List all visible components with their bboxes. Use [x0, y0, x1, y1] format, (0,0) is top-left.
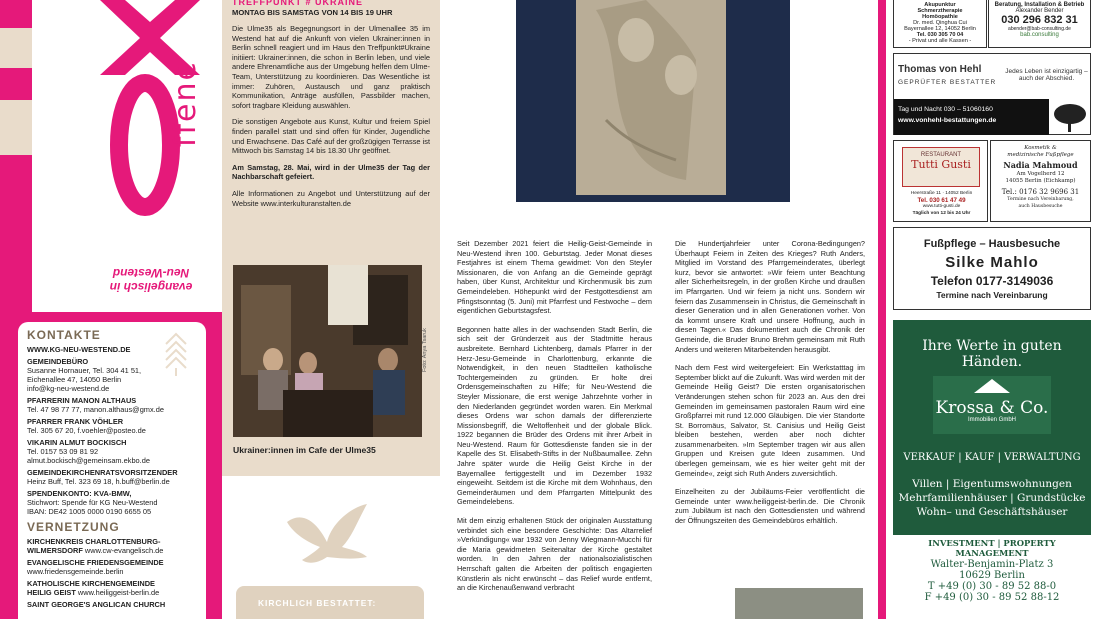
contact-entry-head: PFARRER FRANK VÖHLER — [27, 417, 124, 426]
article-paragraph: Begonnen hatte alles in der wachsenden Stadt Berlin, die sich seit der Gründerzeit aus der Stadtmitte heraus ausbreitete. Bernhard Lichtenberg, damals Pfarrer in der Herz-Jesu-Gemeinde in Charlottenburg, erkannte die Notwendigkeit, in den neuen Stadtteilen katholische Tochtergemeinden zu gründen. Er holte drei Ordensgemeinschaften zu Hilfe; für Neu-Westend die Steyler Missionare, die erst wenige Jahrzehnte vorher in den Niederlanden gegründet worden waren. Ein Merkmal dieses Ordens war schon damals der differenzierte Missionsbegriff, die Weltoffenheit und der globale Blick. 1922 begannen die Brüder des Ordens mit ihrer Arbeit in Neu-Westend. Raum für Gottesdienste fanden sie in der Kapelle des St. Elisabeth-Stifts in der Nußbaumallee. Zehn Jahre später wurde die Heilig Geist Kirche in der Bayernallee fertiggestellt und im Dezember 1932 eingeweiht. Seitdem ist die Kirche mit dem Wohnhaus, den Gemeinderäumen und dem Pfarrgarten Mittelpunkt des Gemeindelebens. — [457, 324, 652, 507]
article-paragraph: Nach dem Fest wird weitergefeiert: Ein Werkstatttag im September blickt auf die Zukunft. Was wird werden mit der Gemeinde Heilig Geist? Die ersten organisatorischen Veränderungen stehen schon für 2023 an. Aus den drei Gemeinden im gemeinsamen pastoralen Raum wird eine Großpfarrei mit rund 12.000 Gläubigen. Die vier Standorte St. Borromäus, Salvator, St. Canisius und Heilig Geist bleiben bestehen, werden aber noch dichter zusammenarbeiten. »Im September tragen wir aus allen Gruppen und Kreisen gute Ideen zusammen. Und überlegen gemeinsam, wie es hier weiter geht mit der Gemeinde«, zeigt sich Ruth Anders zuversichtlich. — [675, 363, 865, 478]
house-icon — [972, 378, 1012, 394]
contact-entry-head: SPENDENKONTO: KVA-BMW, — [27, 489, 132, 498]
ad-hehl-bestattungen: Thomas von Hehl GEPRÜFTER BESTATTER Jedes Leben ist einzigartig – auch der Abschied. Tag und Nacht 030 – 51060160 www.vonhehl-bestattungen.de — [893, 53, 1091, 135]
logo-word: ffene — [168, 60, 203, 148]
network-entry-url[interactable]: www.friedensgemeinde.berlin — [27, 567, 124, 576]
network-entry[interactable] — [27, 537, 197, 555]
contact-entry-head: WWW.KG-NEU-WESTEND.DE — [27, 345, 131, 354]
contact-entry — [27, 489, 197, 516]
cafe-photo — [233, 265, 422, 437]
network-entry-head: EVANGELISCHE FRIEDENSGEMEINDE — [27, 558, 164, 567]
contact-entry-line: Eichenallee 47, 14050 Berlin — [27, 375, 122, 384]
contact-entry-line: Heinz Buff, Tel. 323 69 18, h.buff@berlin.de — [27, 477, 170, 486]
treffpunkt-paragraph: Alle Informationen zu Angebot und Unterstützung auf der Website www.interkulturanstalten.de — [232, 188, 430, 208]
logo-subtitle: evangelisch in Neu-Westend — [109, 266, 193, 294]
article-paragraph: Mit dem einzig erhaltenen Stück der originalen Ausstattung verbindet sich eine besondere Geschichte: Das Altarrelief »Verkündigung« war 1932 von Jenny Wiegmann-Mucchi für die Maria gewidmeten Seitenaltar der Kirche gestaltet worden. In den Jahren der nationalsozialistischen Herrschaft galten die Arbeiten der politisch engagierten Künstlerin als nicht erwünscht – das Relief wurde entfernt, an die Kirchenaußenwand verbracht — [457, 516, 652, 593]
network-entry-head: KATHOLISCHE KIRCHENGEMEINDE — [27, 579, 155, 588]
network-entry[interactable] — [27, 579, 197, 597]
contact-entry-line: Tel. 47 98 77 77, manon.althaus@gmx.de — [27, 405, 164, 414]
article-column-2 — [675, 239, 865, 535]
network-entry-head-cont: WILMERSDORF — [27, 546, 83, 555]
ad-bab-consulting: Beratung, Installation & Betrieb Alexander Bender 030 296 832 31 abender@bab-consulting.de bab.consulting — [988, 0, 1091, 48]
church-photo — [735, 588, 863, 619]
contact-entry-head: VIKARIN ALMUT BOCKISCH — [27, 438, 127, 447]
krossa-logo: Krossa & Co. Immobilien GmbH — [933, 376, 1051, 434]
contact-entry-line: almut.bockisch@gemeinsam.ekbo.de — [27, 456, 150, 465]
article-paragraph: Seit Dezember 2021 feiert die Heilig-Geist-Gemeinde in Neu-Westend ihren 100. Geburtstag. Jeder Monat dieses Festjahres ist einem Thema gewidmet: Von den Steyler Missionaren, die von Anfang an die Gemeinde geprägt haben, über Kunst, Architektur und Kirchenmusik bis zum Gemeindeleben. Höhepunkt wird der Festgottesdienst am Pfingstsonntag (5. Juni) mit Pfarrfest und Festwoche – dem eigentlichen Geburtstagsfest. — [457, 239, 652, 316]
network-title: VERNETZUNG — [27, 520, 120, 534]
contacts-title: KONTAKTE — [27, 328, 101, 342]
tree-icon — [162, 330, 190, 380]
photo-credit: Foto: Anya Tsaruk — [422, 328, 428, 372]
network-entry-head: KIRCHENKREIS CHARLOTTENBURG- — [27, 537, 161, 546]
logo-panel — [0, 0, 222, 312]
treffpunkt-paragraph: Die Ulme35 als Begegnungsort in der Ulmenallee 35 im Westend hat auf die Ankunft von vielen Ukrainer:innen in Berlin schnell reagiert und im Haus den Treffpunkt#Ukraine initiiert: Ukrainer:innen, die schon in Berlin leben, und viele andere Ehrenamtliche aus der Umgebung helfen dem Ulme-Team, Unterstützung zu koordinieren. Das Wesentliche ist immer: Zuhören, Austausch und ganz praktisch Kommunikation, Anträge ausfüllen, Passbilder machen, sofort tragbare Kleidung auswählen. — [232, 24, 430, 110]
contact-entry — [27, 396, 197, 414]
article-column-1 — [457, 239, 652, 602]
contact-entry-head: PFARRERIN MANON ALTHAUS — [27, 396, 137, 405]
burials-title: KIRCHLICH BESTATTET: — [258, 598, 377, 608]
contact-entry-head: GEMEINDEBÜRO — [27, 357, 89, 366]
contact-entry-line: info@kg-neu-westend.de — [27, 384, 110, 393]
photo-caption: Ukrainer:innen im Cafe der Ulme35 — [233, 445, 376, 455]
contact-entry-line: IBAN: DE42 1005 0000 0190 6655 05 — [27, 507, 152, 516]
network-entry[interactable] — [27, 558, 197, 576]
network-entry-head-cont: HEILIG GEIST — [27, 588, 76, 597]
treffpunkt-paragraph: Die sonstigen Angebote aus Kunst, Kultur und freiem Spiel finden parallel statt und sind offen für Kinder, Jugendliche und Erwachsene. Das Café auf der großzügigen Terrasse ist Mittwoch bis Samstag 14 bis 18.30 Uhr geöffnet. — [232, 117, 430, 156]
burials-box — [236, 586, 424, 619]
network-entry-head: SAINT GEORGE'S ANGLICAN CHURCH — [27, 600, 166, 609]
ad-tutti-gusti: RESTAURANT Tutti Gusti Heerstraße 11 · 14052 Berlin Tel. 030 61 47 49 www.tutti-gusti.de Täglich von 12 bis 24 Uhr — [893, 140, 988, 222]
contact-entry-line: Stichwort: Spende für KG Neu-Westend — [27, 498, 158, 507]
contact-entry-line: Susanne Hornauer, Tel. 304 41 51, — [27, 366, 142, 375]
dove-icon — [282, 502, 372, 567]
network-list — [27, 537, 197, 609]
right-accent-strip — [878, 0, 886, 619]
ad-acupuncture: Akupunktur Schmerztherapie Homöopathie Dr. med. Qinghua Cui Bayernallee 12, 14052 Berlin Tel. 030 305 70 04 - Privat und alle Kassen - — [893, 0, 987, 48]
ad-krossa-immobilien: Ihre Werte in guten Händen. Krossa & Co. Immobilien GmbH VERKAUF | KAUF | VERWALTUNG Villen | Eigentumswohnungen Mehrfamilienhäuser | Grundstücke Wohn– und Geschäftshäuser INVESTMENT | PROPERTY MANAGEMENT Walter-Benjamin-Platz 3 10629 Berlin T +49 (0) 30 - 89 52 88-0 F +49 (0) 30 - 89 52 88-12 — [893, 320, 1091, 619]
network-entry-url[interactable]: www.cw-evangelisch.de — [82, 546, 164, 555]
contact-entry — [27, 468, 197, 486]
treffpunkt-paragraph: Am Samstag, 28. Mai, wird in der Ulme35 der Tag der Nachbarschaft gefeiert. — [232, 162, 430, 182]
network-entry[interactable] — [27, 600, 197, 609]
ad-nadia-mahmoud: Kosmetik & medizinische Fußpflege Nadia Mahmoud Am Vogelherd 12 14055 Berlin (Eichkamp) Tel.: 0176 32 9696 31 Termine nach Vereinbarung, auch Hausbesuche — [990, 140, 1091, 222]
contact-entry-line: Tel. 0157 53 09 81 92 — [27, 447, 99, 456]
contact-entry — [27, 438, 197, 465]
contact-entry — [27, 417, 197, 435]
article-paragraph: Die Hundertjahrfeier unter Corona-Bedingungen? Überhaupt Feiern in Zeiten des Krieges? Ruth Anders, Mitglied im Vorstand des Pfarrgemeinderates, überlegt kurz, bevor sie antwortet: »Wir feiern unter Beachtung aller Sicherheitsregeln, in der großen Kirche und draußen im Pfarrgarten. Und wir feiern ja nicht uns. Sondern wir feiern das Zusammensein in Christus, die Gemeinschaft in dieser Generation und in allen Generationen vorher. Von da kommt unsere Kraft und unsere Hoffnung, auch in diesen Tagen.« Das dokumentiert auch die Chronik der Gemeinde, die Bruder Bruno Brehm gemeinsam mit Ruth Anders und weiteren Mitarbeitenden herausgibt. — [675, 239, 865, 354]
contact-entry-line: Tel. 305 67 20, f.voehler@posteo.de — [27, 426, 146, 435]
treffpunkt-subtitle: MONTAG BIS SAMSTAG VON 14 BIS 19 UHR — [232, 8, 393, 17]
tree-logo-icon — [1052, 100, 1088, 134]
altar-relief-photo — [516, 0, 790, 202]
contact-entry-head: GEMEINDEKIRCHENRATSVORSITZENDER — [27, 468, 178, 477]
network-entry-url[interactable]: www.heiliggeist-berlin.de — [75, 588, 160, 597]
ad-silke-mahlo: Fußpflege – Hausbesuche Silke Mahlo Telefon 0177-3149036 Termine nach Vereinbarung — [893, 227, 1091, 310]
article-paragraph: Einzelheiten zu der Jubiläums-Feier veröffentlicht die Gemeinde unter www.heiliggeist-berlin.de. Die Chronik zum Jubiläum ist nach den Gottesdiensten und während der Öffnungszeiten des Gemeindebüros erhältlich. — [675, 487, 865, 526]
treffpunkt-title: TREFFPUNKT # UKRAINE — [232, 0, 364, 7]
